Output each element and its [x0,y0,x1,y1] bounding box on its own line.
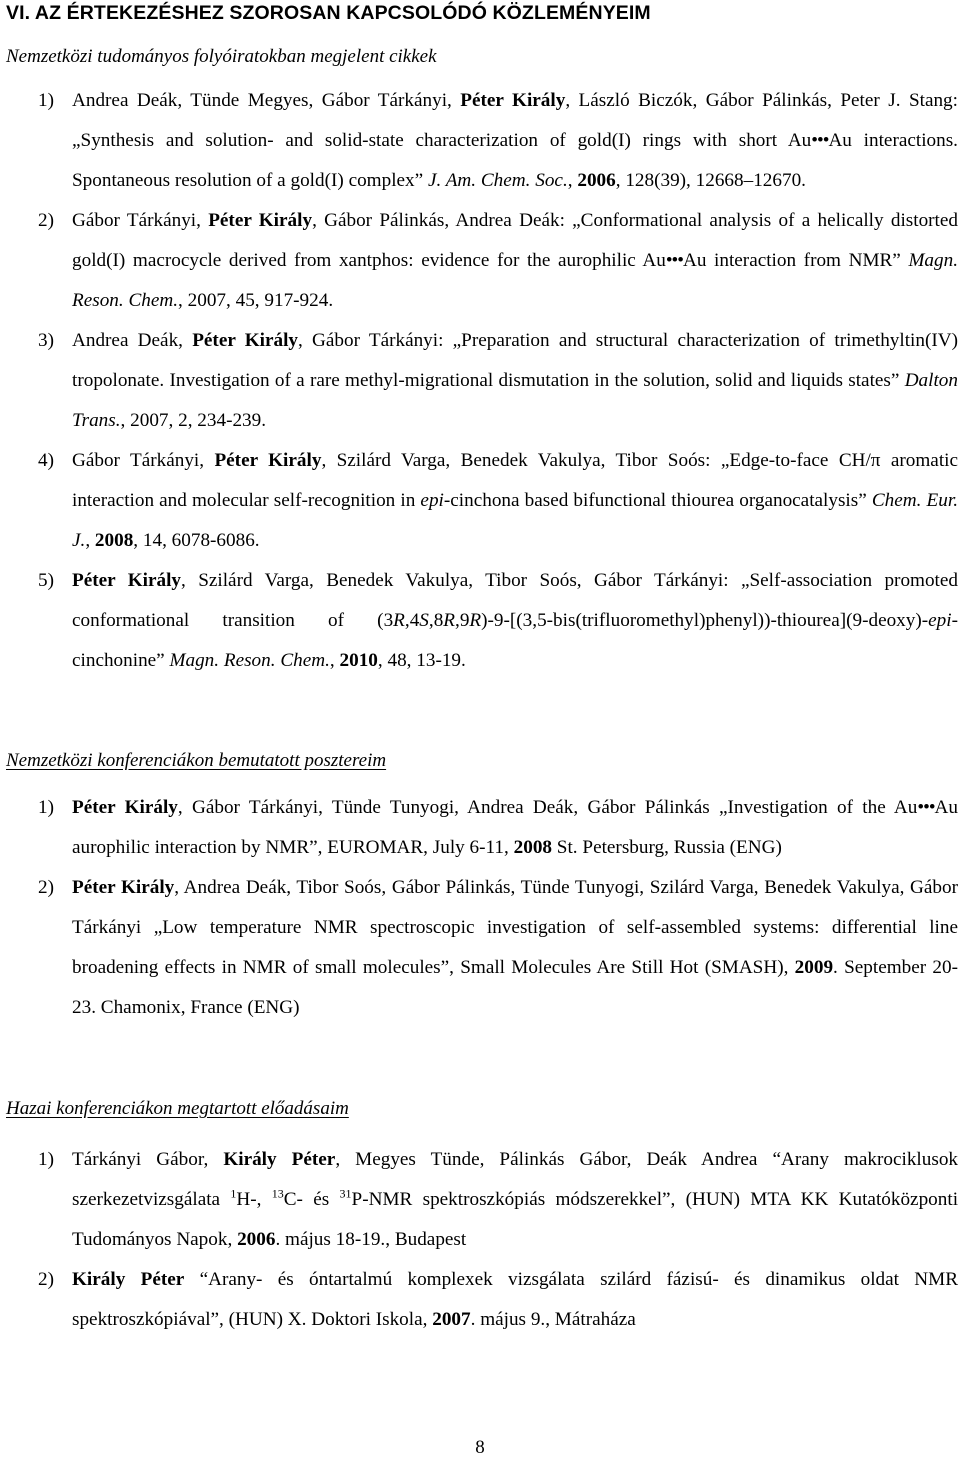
journal-article-list [0,81,960,681]
item-number: 2) [38,877,54,898]
list-item: 2) Péter Király, Andrea Deák, Tibor Soós, Gábor Pálinkás, Tünde Tunyogi, Szilárd Varga, Benedek Vakulya, Gábor Tárkányi „Low temperature NMR spectroscopic investigation of self-assembled systems: differential line broadening effects in NMR of small molecules”, Small Molecules Are Still Hot (SMASH), 2009. September 20-23. Chamonix, France (ENG) [0,868,960,1028]
item-number: 4) [38,450,54,471]
author-highlight: Péter Király [208,210,313,231]
section-title-domestic-talks: Hazai konferenciákon megtartott előadásaim [6,1098,349,1119]
author-highlight: Király Péter [223,1149,336,1170]
author-highlight: Péter Király [72,570,182,591]
author-highlight: Péter Király [214,450,322,471]
page-heading: VI. AZ ÉRTEKEZÉSHEZ SZOROSAN KAPCSOLÓDÓ KÖZLEMÉNYEIM [6,2,651,24]
poster-list [0,788,960,1028]
section-title-intl-posters: Nemzetközi konferenciákon bemutatott posztereim [6,750,387,771]
page-number: 8 [475,1437,485,1458]
talk-list [0,1140,960,1340]
list-item: 1) Andrea Deák, Tünde Megyes, Gábor Tárkányi, Péter Király, László Biczók, Gábor Pálinkás, Peter J. Stang: „Synthesis and solution- and solid-state characterization of gold(I) rings with short Au•••Au interactions. Spontaneous resolution of a gold(I) complex” J. Am. Chem. Soc., 2006, 128(39), 12668–12670. [0,81,960,201]
publication-year: 2008 [513,837,552,858]
list-item: 1) Péter Király, Gábor Tárkányi, Tünde Tunyogi, Andrea Deák, Gábor Pálinkás „Investigation of the Au•••Au aurophilic interaction by NMR”, EUROMAR, July 6-11, 2008 St. Petersburg, Russia (ENG) [0,788,960,868]
journal-name: Magn. Reson. Chem. [169,650,330,671]
publication-year: 2007 [130,410,169,431]
item-number: 3) [38,330,54,351]
author-highlight: Péter Király [72,797,178,818]
list-item: 1) Tárkányi Gábor, Király Péter, Megyes Tünde, Pálinkás Gábor, Deák Andrea “Arany makrociklusok szerkezetvizsgálata $^1$H-, $^{13}$C- és $^{31}$P-NMR spektroszkópiás módszerekkel”, (HUN) MTA KK Kutatóközponti Tudományos Napok, 2006. május 18-19., Budapest [0,1140,960,1260]
author-highlight: Péter Király [192,330,299,351]
journal-name: Dalton Trans. [72,370,958,431]
journal-name: Chem. Eur. J. [72,490,958,551]
list-item: 2) Király Péter “Arany- és óntartalmú komplexek vizsgálata szilárd fázisú- és dinamikus oldat NMR spektroszkópiával”, (HUN) X. Doktori Iskola, 2007. május 9., Mátraháza [0,1260,960,1340]
list-item: 3) Andrea Deák, Péter Király, Gábor Tárkányi: „Preparation and structural characterization of trimethyltin(IV) tropolonate. Investigation of a rare methyl-migrational dismutation in the solution, solid and liquids states” Dalton Trans., 2007, 2, 234-239. [0,321,960,441]
publication-year: 2007 [187,290,227,311]
journal-name: J. Am. Chem. Soc. [427,170,568,191]
author-highlight: Király Péter [72,1269,185,1290]
item-number: 2) [38,1269,54,1290]
publication-year: 2006 [577,170,616,191]
list-item: 5) Péter Király, Szilárd Varga, Benedek Vakulya, Tibor Soós, Gábor Tárkányi: „Self-association promoted conformational transition of (3R,4S,8R,9R)-9-[(3,5-bis(trifluoromethyl)phenyl))-thiourea](9-deoxy)-epi-cinchonine” Magn. Reson. Chem., 2010, 48, 13-19. [0,561,960,681]
item-number: 1) [38,797,54,818]
item-number: 1) [38,90,54,111]
list-item: 2) Gábor Tárkányi, Péter Király, Gábor Pálinkás, Andrea Deák: „Conformational analysis of a helically distorted gold(I) macrocycle derived from xantphos: evidence for the aurophilic Au•••Au interaction from NMR” Magn. Reson. Chem., 2007, 45, 917-924. [0,201,960,321]
item-number: 1) [38,1149,54,1170]
journal-name: Magn. Reson. Chem. [72,250,958,311]
author-highlight: Péter Király [460,90,566,111]
section-title-journals: Nemzetközi tudományos folyóiratokban megjelent cikkek [6,46,437,67]
item-number: 5) [38,570,54,591]
publication-year: 2007 [432,1309,471,1330]
publication-year: 2008 [94,530,134,551]
author-highlight: Péter Király [72,877,175,898]
item-number: 2) [38,210,54,231]
list-item: 4) Gábor Tárkányi, Péter Király, Szilárd Varga, Benedek Vakulya, Tibor Soós: „Edge-to-face CH/π aromatic interaction and molecular self-recognition in epi-cinchona based bifunctional thiourea organocatalysis” Chem. Eur. J., 2008, 14, 6078-6086. [0,441,960,561]
publication-year: 2010 [339,650,378,671]
publication-year: 2006 [237,1229,276,1250]
publication-year: 2009 [794,957,834,978]
